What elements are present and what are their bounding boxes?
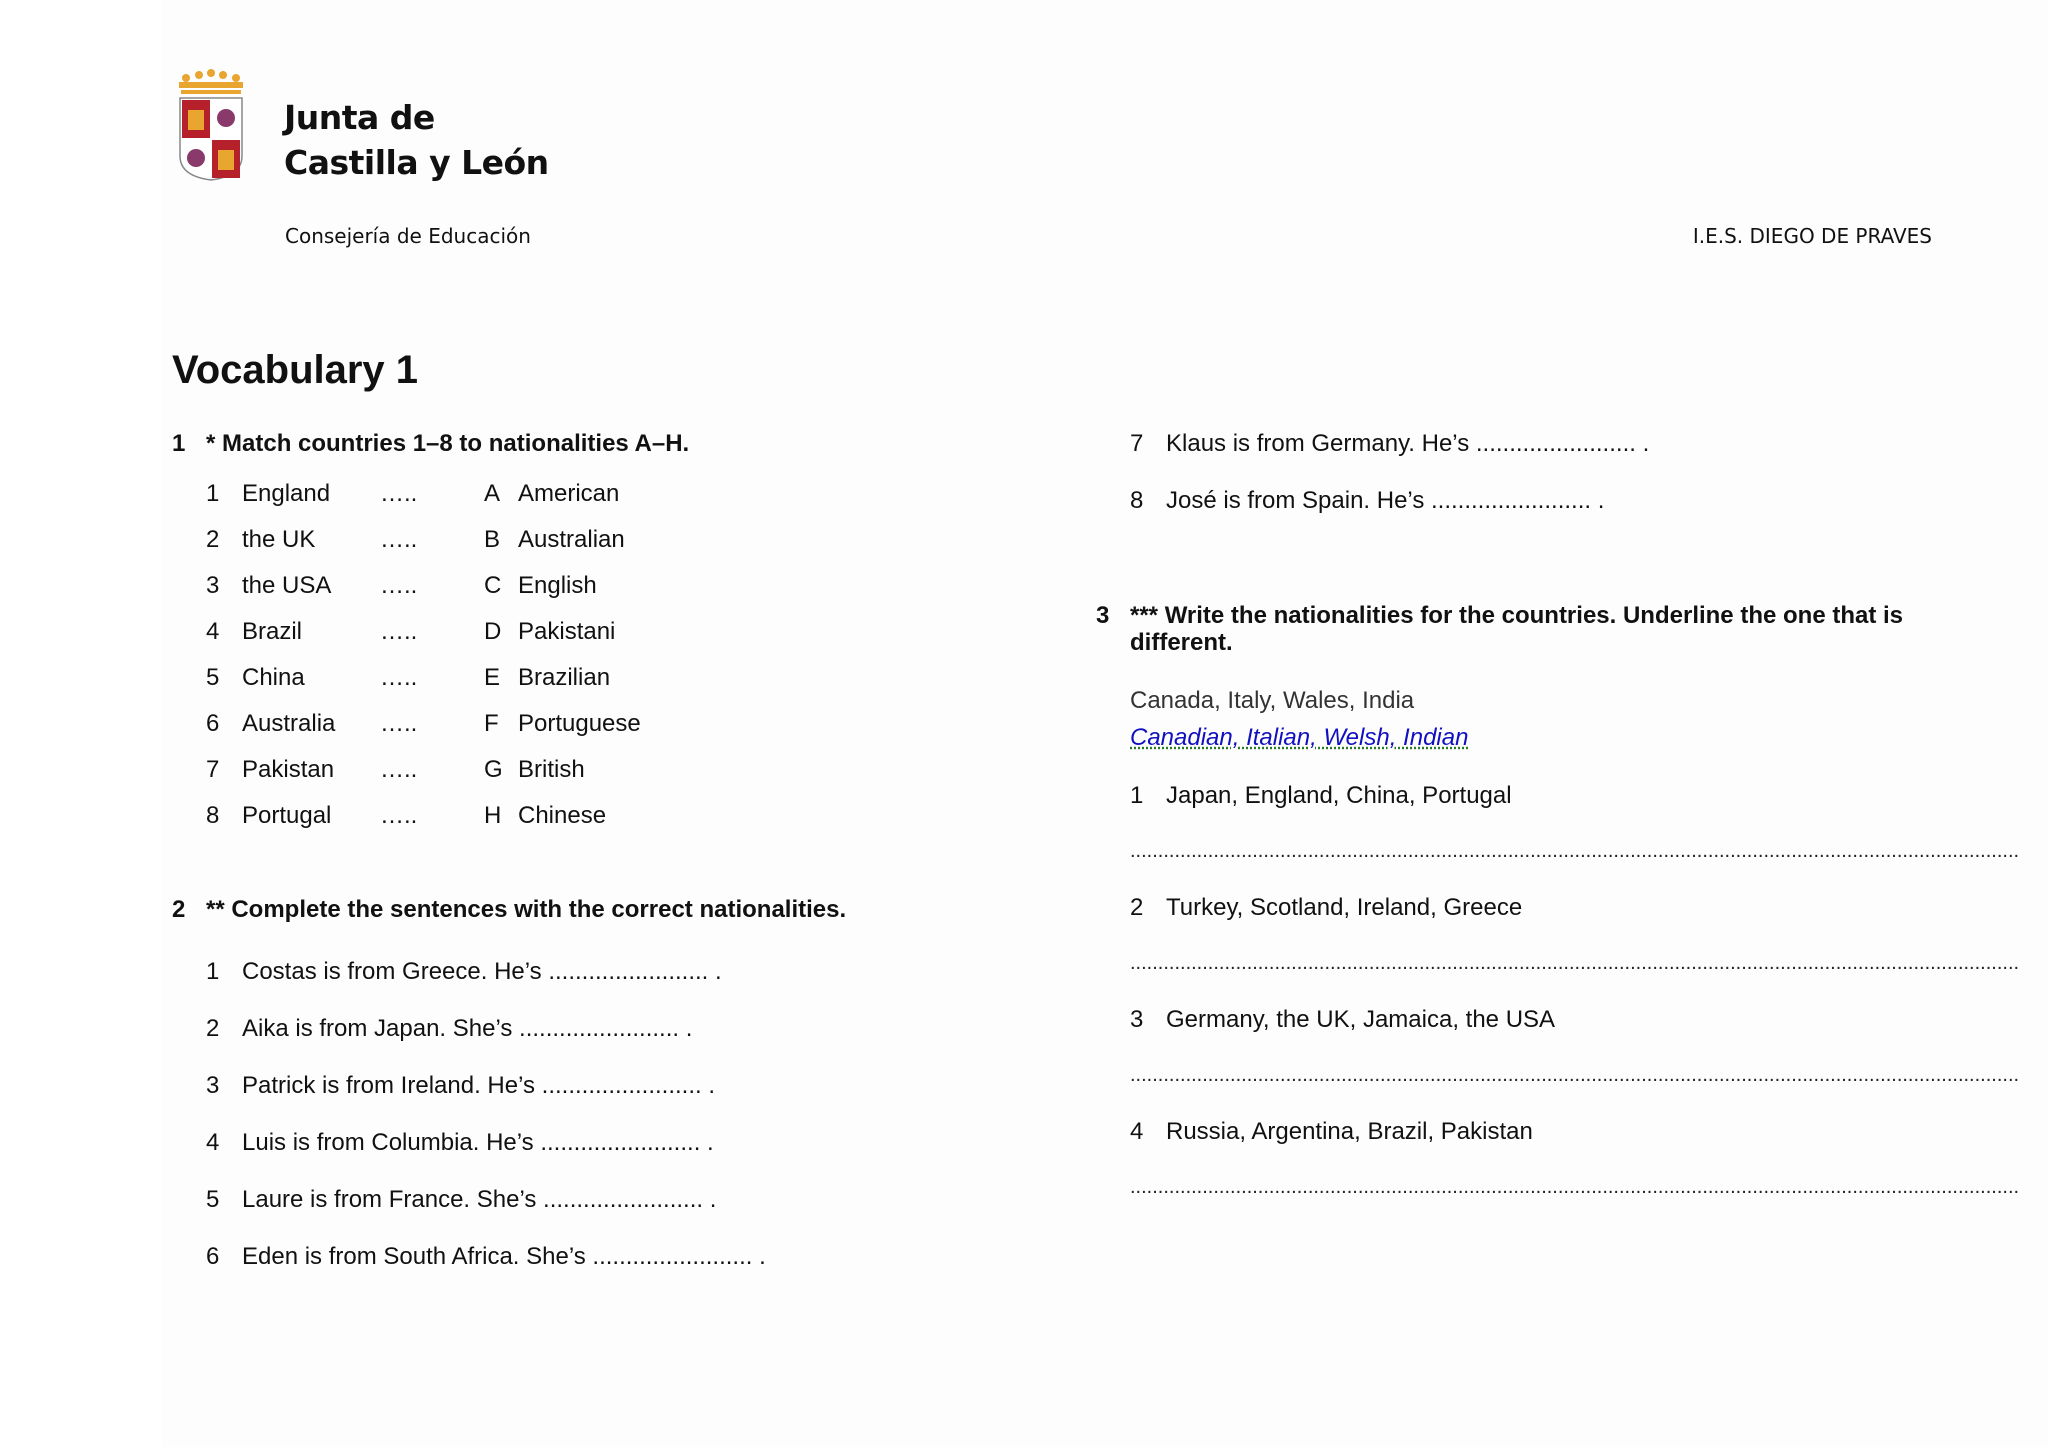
ex3-countries: Germany, the UK, Jamaica, the USA [1166,1006,1556,1033]
ex1-answer-blank[interactable]: ….. [380,664,418,691]
ex3-answer-line[interactable]: ................................................................................................................................................................ [1130,1064,2020,1086]
ex2-number: 2 [172,896,186,923]
ex2-sentence[interactable]: Patrick is from Ireland. He’s ........................ . [242,1072,716,1099]
ex1-answer-blank[interactable]: ….. [380,480,418,507]
ex1-item-num: 8 [206,802,220,829]
ex2-sentence[interactable]: Klaus is from Germany. He’s ........................ . [1166,430,1650,457]
ex1-nationality: Portuguese [518,710,641,737]
ex1-number: 1 [172,430,186,457]
ex1-item-num: 5 [206,664,220,691]
ex2-item-num: 4 [206,1129,220,1156]
ex3-number: 3 [1096,602,1110,629]
ex2-item-num: 2 [206,1015,220,1042]
ex2-item-num: 5 [206,1186,220,1213]
ex1-nationality: British [518,756,585,783]
ex1-answer-blank[interactable]: ….. [380,618,418,645]
ex3-answer-line[interactable]: ................................................................................................................................................................ [1130,840,2020,862]
ex2-sentence[interactable]: Aika is from Japan. She’s ........................ . [242,1015,693,1042]
ex1-nationality: Pakistani [518,618,616,645]
ex1-country: Portugal [242,802,332,829]
ex1-nationality: Australian [518,526,625,553]
ex1-nationality: Chinese [518,802,607,829]
ex2-sentence[interactable]: Laure is from France. She’s ........................ . [242,1186,717,1213]
ex1-country: the USA [242,572,332,599]
ex1-answer-blank[interactable]: ….. [380,710,418,737]
ex1-answer-blank[interactable]: ….. [380,802,418,829]
ex1-item-num: 4 [206,618,220,645]
ex1-country: Brazil [242,618,303,645]
ex2-sentence[interactable]: Eden is from South Africa. She’s ........................ . [242,1243,766,1270]
ex1-letter: B [484,526,501,553]
ex2-item-num: 6 [206,1243,220,1270]
ex1-letter: F [484,710,499,737]
ex1-nationality: English [518,572,597,599]
ex1-country: China [242,664,305,691]
ex3-countries: Russia, Argentina, Brazil, Pakistan [1166,1118,1533,1145]
org-name-line1: Junta de [284,98,435,137]
ex1-letter: A [484,480,501,507]
ex1-country: England [242,480,331,507]
ex1-item-num: 6 [206,710,220,737]
ex3-countries: Japan, England, China, Portugal [1166,782,1512,809]
ex2-sentence[interactable]: José is from Spain. He’s ........................ . [1166,487,1605,514]
ex2-item-num: 8 [1130,487,1144,514]
ex1-item-num: 3 [206,572,220,599]
ex1-country: Australia [242,710,336,737]
worksheet-page [162,0,2048,1447]
ex1-answer-blank[interactable]: ….. [380,572,418,599]
ex3-item-num: 1 [1130,782,1144,809]
school-name: I.E.S. DIEGO DE PRAVES [1692,224,1932,248]
ex1-letter: E [484,664,501,691]
ex1-nationality: American [518,480,620,507]
ex1-answer-blank[interactable]: ….. [380,526,418,553]
ex1-letter: G [484,756,503,783]
ex3-countries: Turkey, Scotland, Ireland, Greece [1166,894,1523,921]
ex1-item-num: 7 [206,756,220,783]
ex2-item-num: 7 [1130,430,1144,457]
ex3-answer-line[interactable]: ................................................................................................................................................................ [1130,1176,2020,1198]
ex3-item-num: 4 [1130,1118,1144,1145]
ex2-instruction: ** Complete the sentences with the correct nationalities. [206,896,847,923]
ex1-nationality: Brazilian [518,664,611,691]
ex1-letter: D [484,618,502,645]
org-name-line2: Castilla y León [284,143,549,182]
ex1-letter: C [484,572,502,599]
coat-of-arms-logo [176,68,246,183]
ex3-example-answer: Canadian, Italian, Welsh, Indian [1130,724,1469,751]
ex3-item-num: 2 [1130,894,1144,921]
department-name: Consejería de Educación [285,224,531,248]
ex1-item-num: 1 [206,480,220,507]
ex1-country: the UK [242,526,316,553]
ex2-sentence[interactable]: Costas is from Greece. He’s ........................ . [242,958,722,985]
ex1-item-num: 2 [206,526,220,553]
ex1-answer-blank[interactable]: ….. [380,756,418,783]
ex3-item-num: 3 [1130,1006,1144,1033]
page-title: Vocabulary 1 [172,348,419,392]
ex3-instruction: *** Write the nationalities for the countries. Underline the one that is different. [1130,602,1904,656]
ex2-item-num: 1 [206,958,220,985]
ex2-item-num: 3 [206,1072,220,1099]
ex3-answer-line[interactable]: ................................................................................................................................................................ [1130,952,2020,974]
ex2-sentence[interactable]: Luis is from Columbia. He’s ........................ . [242,1129,714,1156]
ex1-country: Pakistan [242,756,335,783]
ex3-example-countries: Canada, Italy, Wales, India [1130,687,1415,714]
ex1-instruction: * Match countries 1–8 to nationalities A–H. [206,430,690,457]
ex1-letter: H [484,802,502,829]
